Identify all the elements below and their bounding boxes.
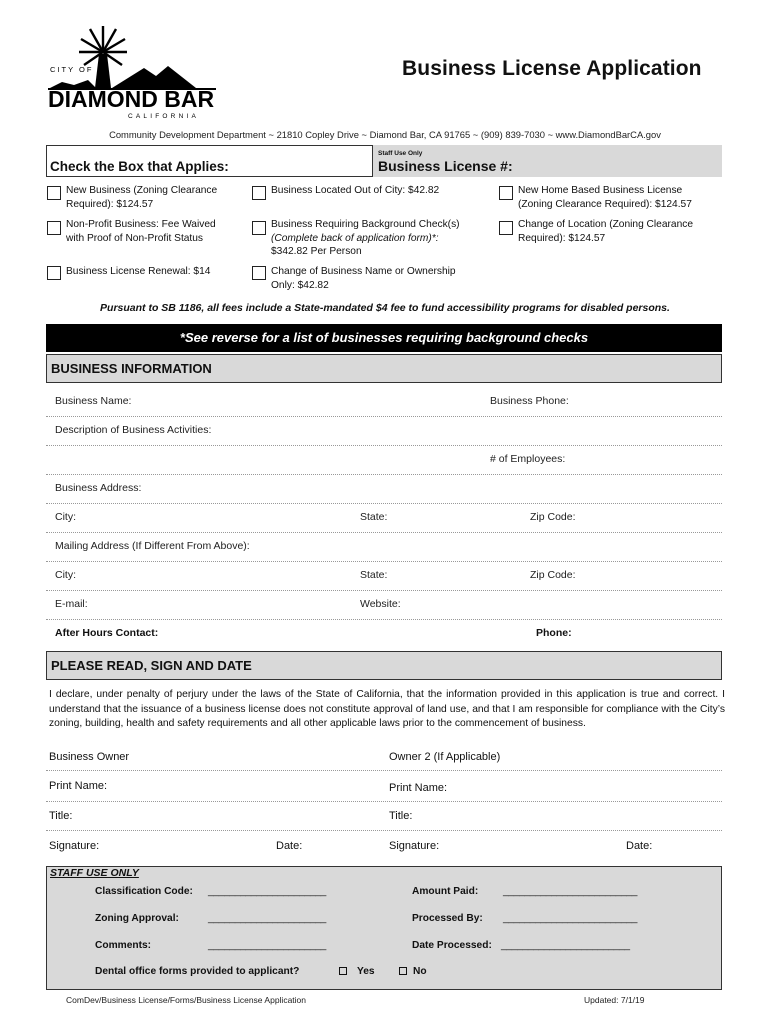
employees-label: # of Employees: bbox=[490, 453, 566, 465]
divider bbox=[46, 532, 722, 533]
dental-no[interactable]: No bbox=[399, 966, 427, 977]
mailing-zip-label: Zip Code: bbox=[530, 569, 576, 581]
divider bbox=[46, 770, 722, 771]
divider bbox=[46, 590, 722, 591]
background-check-notice: *See reverse for a list of businesses requiring background checks bbox=[46, 324, 722, 352]
owner2-label: Owner 2 (If Applicable) bbox=[389, 751, 501, 763]
email-label: E-mail: bbox=[55, 598, 88, 610]
change-name-checkbox[interactable] bbox=[252, 266, 266, 280]
classification-line: ______________________ bbox=[208, 886, 327, 897]
divider bbox=[46, 830, 722, 831]
footer-path: ComDev/Business License/Forms/Business License Application bbox=[66, 995, 307, 1005]
title1-label: Title: bbox=[49, 810, 73, 822]
title2-label: Title: bbox=[389, 810, 413, 822]
out-of-city-checkbox[interactable] bbox=[252, 186, 266, 200]
staff-use-title: STAFF USE ONLY bbox=[50, 867, 139, 879]
amount-paid-label: Amount Paid: bbox=[412, 886, 479, 897]
option-background-check: Business Requiring Background Check(s) (Complete back of application form)*: $342.82 Per Person bbox=[271, 219, 460, 257]
date-processed-label: Date Processed: bbox=[412, 940, 492, 951]
signature1-label: Signature: bbox=[49, 840, 100, 852]
processed-by-label: Processed By: bbox=[412, 913, 483, 924]
classification-label: Classification Code: bbox=[95, 886, 193, 897]
footer-updated: Updated: 7/1/19 bbox=[584, 995, 645, 1005]
renewal-checkbox[interactable] bbox=[47, 266, 61, 280]
mailing-city-label: City: bbox=[55, 569, 76, 581]
option-non-profit: Non-Profit Business: Fee Waived with Proof of Non-Profit Status bbox=[66, 219, 216, 244]
divider bbox=[46, 445, 722, 446]
divider bbox=[46, 801, 722, 802]
divider bbox=[46, 474, 722, 475]
divider bbox=[46, 503, 722, 504]
comments-label: Comments: bbox=[95, 940, 152, 951]
business-phone-label: Business Phone: bbox=[490, 395, 569, 407]
department-info: Community Development Department ~ 21810 Copley Drive ~ Diamond Bar, CA 91765 ~ (909) 839-7030 ~ www.DiamondBarCA.gov bbox=[109, 129, 661, 140]
dental-yes[interactable]: Yes bbox=[339, 966, 375, 977]
owner1-label: Business Owner bbox=[49, 751, 130, 763]
non-profit-checkbox[interactable] bbox=[47, 221, 61, 235]
state-label: State: bbox=[360, 511, 388, 523]
city-logo bbox=[48, 22, 218, 122]
home-based-checkbox[interactable] bbox=[499, 186, 513, 200]
mailing-address-label: Mailing Address (If Different From Above): bbox=[55, 540, 250, 552]
license-number-label: Business License #: bbox=[378, 158, 513, 174]
description-label: Description of Business Activities: bbox=[55, 424, 212, 436]
staff-use-label: Staff Use Only bbox=[378, 150, 423, 157]
business-info-header: BUSINESS INFORMATION bbox=[46, 354, 722, 383]
zoning-line: ______________________ bbox=[208, 913, 327, 924]
divider bbox=[46, 416, 722, 417]
comments-line: ______________________ bbox=[208, 940, 327, 951]
option-renewal: Business License Renewal: $14 bbox=[66, 266, 211, 277]
option-out-of-city: Business Located Out of City: $42.82 bbox=[271, 185, 440, 196]
declaration-text: I declare, under penalty of perjury under the laws of the State of California, that the information provided in this application is true and correct. I understand that the issuance of a business license does not constitute approval of land use, and that I am responsible for compliance with the City’s zoning, building, health and safety requirements and all other applicable laws prior to the commencement of business. bbox=[49, 689, 725, 729]
option-change-location: Change of Location (Zoning Clearance Required): $124.57 bbox=[518, 219, 693, 244]
background-check-checkbox[interactable] bbox=[252, 221, 266, 235]
change-location-checkbox[interactable] bbox=[499, 221, 513, 235]
yes-checkbox[interactable] bbox=[339, 967, 347, 975]
mailing-state-label: State: bbox=[360, 569, 388, 581]
dental-question: Dental office forms provided to applicant? bbox=[95, 966, 300, 977]
date1-label: Date: bbox=[276, 840, 303, 852]
svg-text:DIAMOND BAR: DIAMOND BAR bbox=[48, 86, 215, 112]
page-title: Business License Application bbox=[402, 57, 702, 80]
sign-section-header: PLEASE READ, SIGN AND DATE bbox=[46, 651, 722, 680]
date-processed-line: ________________________ bbox=[501, 940, 630, 951]
print-name2-label: Print Name: bbox=[389, 782, 448, 794]
business-name-label: Business Name: bbox=[55, 395, 132, 407]
divider bbox=[46, 561, 722, 562]
signature2-label: Signature: bbox=[389, 840, 440, 852]
city-label: City: bbox=[55, 511, 76, 523]
svg-text:CALIFORNIA: CALIFORNIA bbox=[128, 113, 200, 120]
new-business-checkbox[interactable] bbox=[47, 186, 61, 200]
no-checkbox[interactable] bbox=[399, 967, 407, 975]
option-home-based: New Home Based Business License (Zoning Clearance Required): $124.57 bbox=[518, 185, 692, 210]
processed-by-line: _________________________ bbox=[503, 913, 638, 924]
business-address-label: Business Address: bbox=[55, 482, 142, 494]
option-new-business: New Business (Zoning Clearance Required): $124.57 bbox=[66, 185, 218, 210]
check-box-title: Check the Box that Applies: bbox=[50, 159, 229, 174]
divider bbox=[46, 619, 722, 620]
option-change-name: Change of Business Name or Ownership Only: $42.82 bbox=[271, 266, 456, 291]
svg-text:CITY OF: CITY OF bbox=[50, 65, 94, 74]
website-label: Website: bbox=[360, 598, 401, 610]
zoning-label: Zoning Approval: bbox=[95, 913, 179, 924]
zip-label: Zip Code: bbox=[530, 511, 576, 523]
date2-label: Date: bbox=[626, 840, 653, 852]
after-hours-phone-label: Phone: bbox=[536, 627, 572, 639]
amount-paid-line: _________________________ bbox=[503, 886, 638, 897]
fee-notice: Pursuant to SB 1186, all fees include a State-mandated $4 fee to fund accessibility programs for disabled persons. bbox=[100, 302, 670, 314]
print-name1-label: Print Name: bbox=[49, 780, 108, 792]
after-hours-label: After Hours Contact: bbox=[55, 627, 159, 639]
